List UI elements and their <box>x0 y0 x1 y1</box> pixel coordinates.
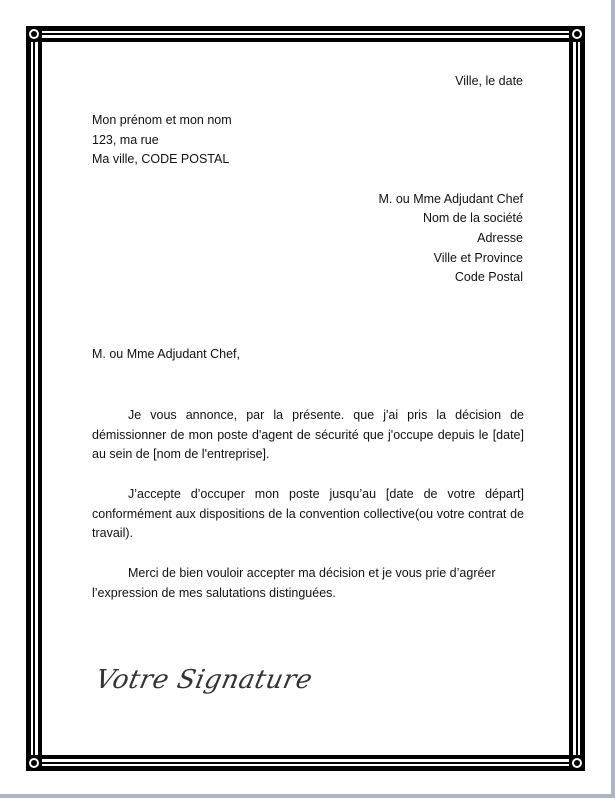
border-right-inner <box>569 26 573 771</box>
sender-street: 123, ma rue <box>92 133 159 147</box>
body-paragraph-1: Je vous annonce, par la présente. que j'ai pris la décision de démissionner de mon poste d'agent de sécurité que j'occupe depuis le [date] au sein de [nom de l'entreprise]. <box>92 408 524 461</box>
corner-ornament-bottom-left <box>26 755 42 771</box>
place-date: Ville, le date <box>455 74 523 88</box>
border-top-outer <box>26 26 585 31</box>
recipient-title: M. ou Mme Adjudant Chef <box>378 192 523 206</box>
border-top-inner <box>26 38 585 42</box>
border-bottom-outer <box>26 766 585 771</box>
salutation: M. ou Mme Adjudant Chef, <box>92 347 240 361</box>
body-paragraph-2: J’accepte d’occuper mon poste jusqu’au [date de votre départ] conformément aux dispositions de la convention collective(ou votre contrat de travail). <box>92 487 524 540</box>
border-right-mid <box>576 26 578 771</box>
sender-city: Ma ville, CODE POSTAL <box>92 152 230 166</box>
border-bottom-mid <box>26 762 585 764</box>
border-top-mid <box>26 33 585 35</box>
viewer-edge-right <box>611 0 615 798</box>
corner-ornament-top-right <box>569 26 585 42</box>
border-left-inner <box>38 26 42 771</box>
corner-ornament-bottom-right <box>569 755 585 771</box>
border-left-mid <box>33 26 35 771</box>
viewer-edge-bottom <box>0 794 615 798</box>
signature: Votre Signature <box>92 665 316 695</box>
recipient-company: Nom de la société <box>422 211 523 225</box>
border-right-outer <box>580 26 585 771</box>
recipient-address: Adresse <box>477 231 523 245</box>
body-paragraph-3: Merci de bien vouloir accepter ma décision et je vous prie d’agréer l’expression de mes salutations distinguées. <box>92 566 496 600</box>
recipient-city-province: Ville et Province <box>433 251 523 265</box>
recipient-postal-code: Code Postal <box>454 270 523 284</box>
border-left-outer <box>26 26 31 771</box>
border-bottom-inner <box>26 755 585 759</box>
corner-ornament-top-left <box>26 26 42 42</box>
sender-name: Mon prénom et mon nom <box>92 113 232 127</box>
